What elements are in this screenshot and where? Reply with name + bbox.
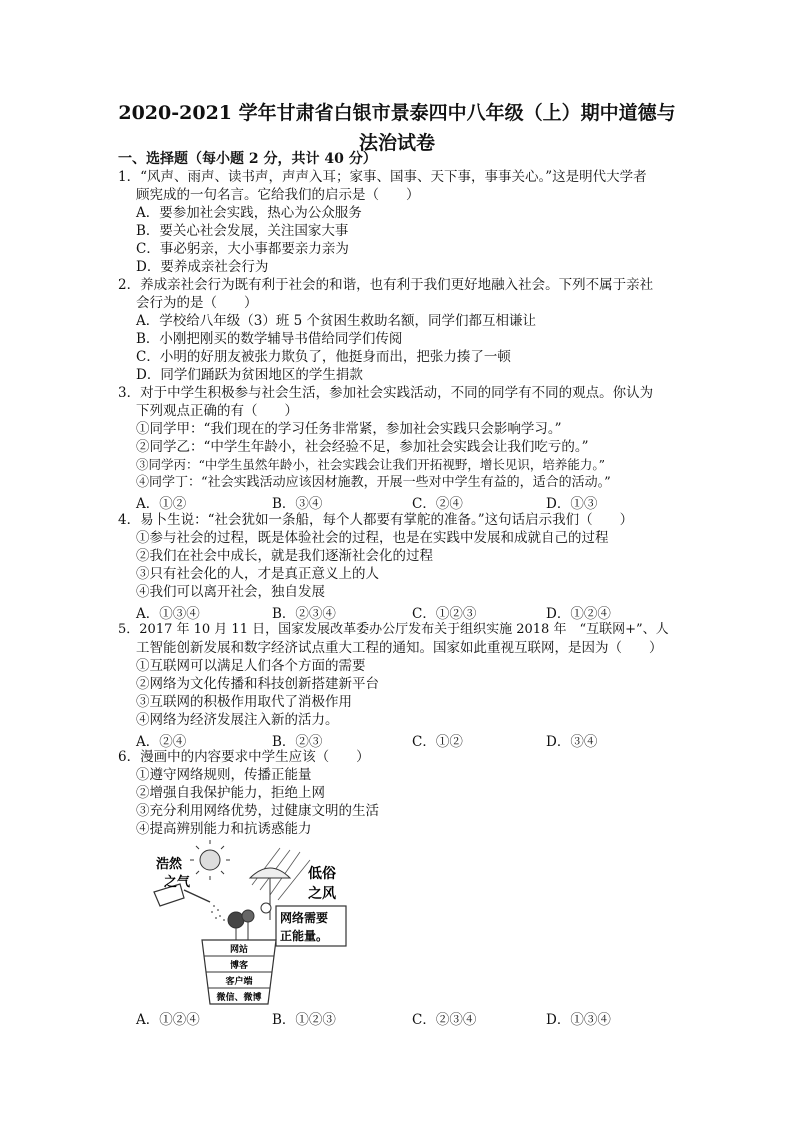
q6-choice-d: D．①③④: [546, 1012, 611, 1028]
q5-choices: [0, 730, 794, 748]
comic-sign-line-2: 正能量。: [280, 929, 329, 943]
comic-left-label-2: 之气: [164, 875, 191, 890]
q3-choice-a: A．①②: [136, 496, 187, 512]
q4-choice-b: B．②③④: [272, 606, 336, 622]
comic-sign-line-1: 网络需要: [280, 911, 329, 925]
q4-stem-line-1: 4．易卜生说：“社会犹如一条船，每个人都要有掌舵的准备。”这句话启示我们（ ）: [118, 512, 634, 528]
q3-statement-2: ②同学乙：“中学生年龄小，社会经验不足，参加社会实践会让我们吃亏的。”: [136, 439, 589, 455]
q6-choices: [0, 1008, 794, 1026]
q2-option-a: A．学校给八年级（3）班 5 个贫困生救助名额，同学们都互相谦让: [136, 313, 537, 329]
q2-stem-line-2: 会行为的是（ ）: [136, 295, 258, 311]
q4-statement-2: ②我们在社会中成长，就是我们逐渐社会化的过程: [136, 548, 433, 564]
q4-choice-d: D．①②④: [546, 606, 611, 622]
q5-statement-1: ①互联网可以满足人们各个方面的需要: [136, 658, 366, 674]
q2-option-c: C．小明的好朋友被张力欺负了，他挺身而出，把张力揍了一顿: [136, 349, 511, 365]
q2-stem-line-1: 2．养成亲社会行为既有利于社会的和谐，也有利于我们更好地融入社会。下列不属于亲社: [118, 277, 654, 293]
q6-statement-3: ③充分利用网络优势，过健康文明的生活: [136, 803, 379, 819]
q3-choice-d: D．①③: [546, 496, 598, 512]
q3-statement-1: ①同学甲：“我们现在的学习任务非常紧，参加社会实践只会影响学习。”: [136, 421, 562, 437]
title-line-2: 法治试卷: [358, 132, 435, 154]
q6-statement-1: ①遵守网络规则，传播正能量: [136, 767, 312, 783]
q1-option-c: C．事必躬亲，大小事都要亲力亲为: [136, 241, 349, 257]
pot-row-3: 客户端: [225, 977, 253, 987]
q4-statement-4: ④我们可以离开社会，独自发展: [136, 584, 325, 600]
comic-right-label-2: 之风: [308, 886, 336, 902]
q4-statement-1: ①参与社会的过程，既是体验社会的过程，也是在实践中发展和成就自己的过程: [136, 530, 609, 546]
comic-left-label-1: 浩然: [156, 857, 183, 872]
title-line-1: 2020-2021 学年甘肃省白银市景泰四中八年级（上）期中道德与: [118, 102, 676, 124]
flower-icon: [228, 910, 254, 940]
comic-right-label-1: 低俗: [308, 866, 336, 882]
q6-stem-line-1: 6．漫画中的内容要求中学生应该（ ）: [118, 749, 370, 765]
q5-choice-b: B．②③: [272, 734, 323, 750]
pot-row-4: 微信、微博: [216, 993, 262, 1003]
comic-illustration: [140, 840, 360, 1005]
q6-choice-a: A．①②④: [136, 1012, 200, 1028]
q1-option-d: D．要养成亲社会行为: [136, 259, 269, 275]
q6-choice-c: C．②③④: [412, 1012, 477, 1028]
q4-statement-3: ③只有社会化的人，才是真正意义上的人: [136, 566, 379, 582]
q5-choice-c: C．①②: [412, 734, 463, 750]
q3-statement-3: ③同学丙：“中学生虽然年龄小，社会实践会让我们开拓视野，增长见识，培养能力。”: [136, 457, 606, 472]
pot-row-2: 博客: [229, 961, 249, 971]
q3-choice-c: C．②④: [412, 496, 463, 512]
q3-statement-4: ④同学丁：“社会实践活动应该因材施教，开展一些对中学生有益的，适合的活动。”: [136, 475, 611, 490]
q1-stem-line-1: 1．“风声、雨声、读书声，声声入耳；家事、国事、天下事，事事关心。”这是明代大学者: [118, 169, 647, 185]
q5-stem-line-1: 5．2017 年 10 月 11 日，国家发展改革委办公厅发布关于组织实施 2018 年 “互联网+”、人: [118, 622, 669, 637]
q5-choice-d: D．③④: [546, 734, 598, 750]
q3-choice-b: B．③④: [272, 496, 323, 512]
q2-option-b: B．小刚把刚买的数学辅导书借给同学们传阅: [136, 331, 403, 347]
q2-option-d: D．同学们踊跃为贫困地区的学生捐款: [136, 367, 363, 383]
q1-option-b: B．要关心社会发展，关注国家大事: [136, 223, 349, 239]
q5-stem-line-2: 工智能创新发展和数字经济试点重大工程的通知。国家如此重视互联网，是因为（ ）: [136, 640, 663, 656]
q1-option-a: A．要参加社会实践，热心为公众服务: [136, 205, 362, 221]
q5-statement-3: ③互联网的积极作用取代了消极作用: [136, 694, 352, 710]
q1-stem-line-2: 顾宪成的一句名言。它给我们的启示是（ ）: [136, 187, 420, 203]
q3-choices: [0, 492, 794, 510]
q3-stem-line-1: 3．对于中学生积极参与社会生活，参加社会实践活动，不同的同学有不同的观点。你认为: [118, 385, 654, 401]
q6-statement-2: ②增强自我保护能力，拒绝上网: [136, 785, 325, 801]
q3-stem-line-2: 下列观点正确的有（ ）: [136, 403, 298, 419]
q6-choice-b: B．①②③: [272, 1012, 336, 1028]
section-heading: 一、选择题（每小题 2 分，共计 40 分）: [118, 151, 377, 167]
q5-choice-a: A．②④: [136, 734, 187, 750]
q4-choices: [0, 602, 794, 620]
sun-icon: [190, 840, 230, 880]
q4-choice-a: A．①③④: [136, 606, 200, 622]
pot-row-1: 网站: [229, 945, 249, 955]
q6-statement-4: ④提高辨别能力和抗诱惑能力: [136, 821, 312, 837]
q5-statement-4: ④网络为经济发展注入新的活力。: [136, 712, 339, 728]
q4-choice-c: C．①②③: [412, 606, 477, 622]
q5-statement-2: ②网络为文化传播和科技创新搭建新平台: [136, 676, 379, 692]
